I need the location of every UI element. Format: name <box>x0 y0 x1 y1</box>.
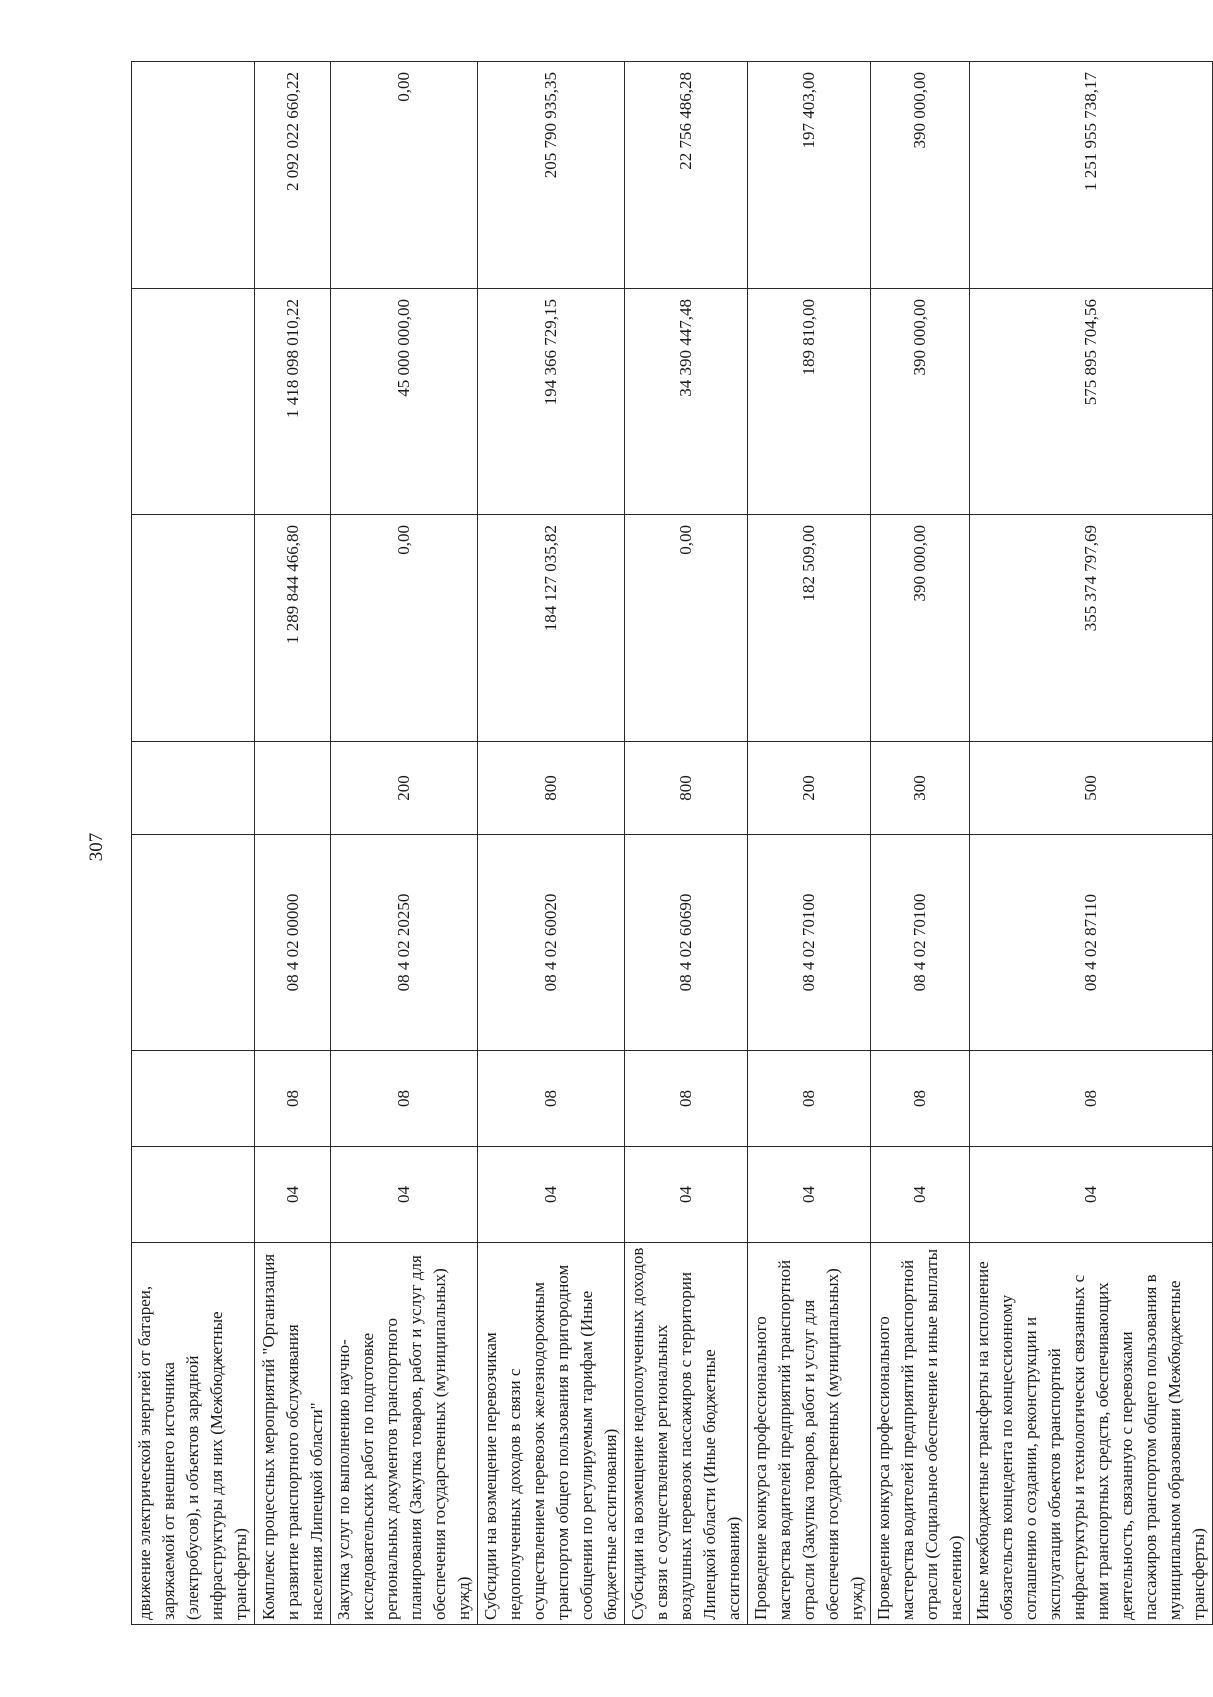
cell-sum-2026: 2 092 022 660,22 <box>255 62 331 289</box>
cell-sum-2024: 182 509,00 <box>748 515 871 742</box>
cell-sum-2025: 189 810,00 <box>748 289 871 515</box>
rotated-table-container <box>131 62 1208 1625</box>
cell-sum-2026: 197 403,00 <box>748 62 871 289</box>
cell-sum-2026: 0,00 <box>331 62 478 289</box>
cell-sum-2025: 1 418 098 010,22 <box>255 289 331 515</box>
table-row <box>132 62 255 1625</box>
cell-section: 04 <box>478 1147 625 1243</box>
cell-target-article: 08 4 02 70100 <box>871 835 970 1051</box>
cell-expense-type <box>255 742 331 835</box>
cell-sum-2026: 390 000,00 <box>871 62 970 289</box>
cell-expense-type: 500 <box>970 742 1213 835</box>
cell-section: 04 <box>970 1147 1213 1243</box>
table-row <box>331 62 478 1625</box>
cell-expense-type: 200 <box>331 742 478 835</box>
table-row <box>478 62 625 1625</box>
cell-sum-2025: 575 895 704,56 <box>970 289 1213 515</box>
table-row <box>871 62 970 1625</box>
cell-sum-2024: 390 000,00 <box>871 515 970 742</box>
cell-expense-type: 800 <box>625 742 748 835</box>
cell-sum-2025: 390 000,00 <box>871 289 970 515</box>
cell-subsection: 08 <box>331 1051 478 1147</box>
cell-subsection: 08 <box>871 1051 970 1147</box>
cell-target-article: 08 4 02 70100 <box>748 835 871 1051</box>
cell-sum-2024: 0,00 <box>331 515 478 742</box>
cell-description: Субсидии на возмещение недополученных доходов в связи с осуществлением региональных воздушных перевозок пассажиров с территории Липецкой области (Иные бюджетные ассигнования) <box>625 1243 748 1625</box>
cell-subsection: 08 <box>625 1051 748 1147</box>
cell-subsection <box>132 1051 255 1147</box>
cell-sum-2025: 34 390 447,48 <box>625 289 748 515</box>
cell-description: движение электрической энергией от батареи, заряжаемой от внешнего источника (электробусов), и объектов зарядной инфраструктуры для них (Межбюджетные трансферты) <box>132 1243 255 1625</box>
cell-sum-2025 <box>132 289 255 515</box>
cell-sum-2026: 205 790 935,35 <box>478 62 625 289</box>
cell-sum-2025: 45 000 000,00 <box>331 289 478 515</box>
cell-description: Субсидии на возмещение перевозчикам недополученных доходов в связи с осуществлением перевозок железнодорожным транспортом общего пользования в пригородном сообщении по регулируемым тарифам (Иные бюджетные ассигнования) <box>478 1243 625 1625</box>
cell-description: Закупка услуг по выполнению научно-исследовательских работ по подготовке региональных документов транспортного планирования (Закупка товаров, работ и услуг для обеспечения государственных (муниципальных) нужд) <box>331 1243 478 1625</box>
cell-sum-2024: 355 374 797,69 <box>970 515 1213 742</box>
table-row <box>970 62 1213 1625</box>
cell-expense-type: 800 <box>478 742 625 835</box>
cell-subsection: 08 <box>748 1051 871 1147</box>
cell-sum-2026 <box>132 62 255 289</box>
cell-target-article <box>132 835 255 1051</box>
cell-sum-2026: 22 756 486,28 <box>625 62 748 289</box>
cell-target-article: 08 4 02 20250 <box>331 835 478 1051</box>
cell-description: Проведение конкурса профессионального мастерства водителей предприятий транспортной отрасли (Закупка товаров, работ и услуг для обеспечения государственных (муниципальных) нужд) <box>748 1243 871 1625</box>
cell-sum-2024: 1 289 844 466,80 <box>255 515 331 742</box>
cell-expense-type: 300 <box>871 742 970 835</box>
cell-sum-2024: 0,00 <box>625 515 748 742</box>
cell-target-article: 08 4 02 60020 <box>478 835 625 1051</box>
table-row <box>625 62 748 1625</box>
cell-subsection: 08 <box>478 1051 625 1147</box>
cell-description: Комплекс процессных мероприятий "Организация и развитие транспортного обслуживания населения Липецкой области" <box>255 1243 331 1625</box>
cell-target-article: 08 4 02 00000 <box>255 835 331 1051</box>
cell-subsection: 08 <box>255 1051 331 1147</box>
cell-description: Иные межбюджетные трансферты на исполнение обязательств концедента по концессионному соглашению о создании, реконструкции и эксплуатации объектов транспортной инфраструктуры и технологически связанных с ними транспортных средств, обеспечивающих деятельность, связанную с перевозками пассажиров транспортом общего пользования в муниципальном образовании (Межбюджетные трансферты) <box>970 1243 1213 1625</box>
cell-section: 04 <box>748 1147 871 1243</box>
cell-subsection: 08 <box>970 1051 1213 1147</box>
page-number: 307 <box>86 832 107 862</box>
cell-expense-type <box>132 742 255 835</box>
cell-description: Проведение конкурса профессионального мастерства водителей предприятий транспортной отрасли (Социальное обеспечение и иные выплаты населению) <box>871 1243 970 1625</box>
table-row <box>255 62 331 1625</box>
cell-target-article: 08 4 02 87110 <box>970 835 1213 1051</box>
cell-target-article: 08 4 02 60690 <box>625 835 748 1051</box>
cell-sum-2024: 184 127 035,82 <box>478 515 625 742</box>
table-row <box>748 62 871 1625</box>
cell-section: 04 <box>871 1147 970 1243</box>
cell-sum-2024 <box>132 515 255 742</box>
cell-sum-2025: 194 366 729,15 <box>478 289 625 515</box>
cell-section <box>132 1147 255 1243</box>
cell-expense-type: 200 <box>748 742 871 835</box>
cell-sum-2026: 1 251 955 738,17 <box>970 62 1213 289</box>
cell-section: 04 <box>625 1147 748 1243</box>
budget-table <box>131 61 1213 1625</box>
cell-section: 04 <box>255 1147 331 1243</box>
cell-section: 04 <box>331 1147 478 1243</box>
